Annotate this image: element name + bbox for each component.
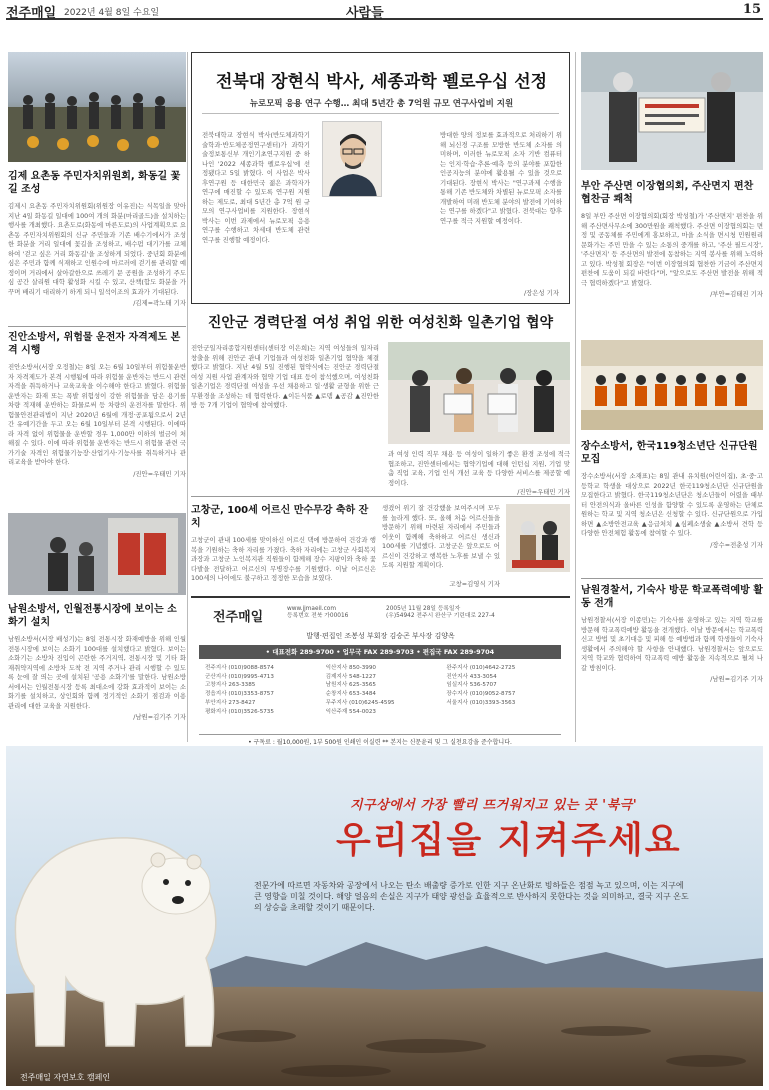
article-headline: 남원경찰서, 기숙사 방문 학교폭력예방 활동 전개: [581, 585, 763, 609]
article-headline: 부안 주산면 이장협의회, 주산면지 편찬 협찬금 쾌척: [581, 181, 754, 205]
divider: [581, 578, 763, 579]
photo-youth-corps-graphic: [581, 340, 763, 430]
publisher-phones: • 대표전화 289-9700 • 업무국 FAX 289-9703 • 편집국 FAX 289-9704: [199, 645, 561, 659]
branch-office: [446, 708, 557, 717]
photo-donation: [581, 52, 763, 170]
article-gochang: [191, 504, 376, 584]
article-headline: 진안소방서, 위험물 운전자 자격제도 본격 시행: [8, 332, 181, 356]
branch-office: 장수지사 (010)9052-8757: [446, 691, 516, 698]
lead-subheadline: 뉴로모픽 응용 연구 수행… 최대 5년간 총 7억원 규모 연구사업비 지원: [249, 99, 514, 109]
lead-body-1: 전북대학교 장현식 박사(반도체과학기술학과·반도체공정연구센터)가 과학기술정보통신부 개인기초연구지원 중 하나인 '2022 세종과학 펠로우십'에 선정됐다고 5일 밝혔다. 이 사업은 박사후연구원 등 대한민국 젊은 과학자가 연구에 매진할 수 있도록 연구원 지원하는 제도로, 최대 5년간 총 7억 원 규모의 연구사업비를 지원한다. 장현식 박사는 이번 과제에서 뉴로모픽 응용 연구를 수행하고 차세대 반도체 관련 연구를 진행할 예정이다.: [202, 131, 310, 244]
publisher-web: [287, 606, 348, 620]
ad-tagline: 지구상에서 가장 빨리 뜨거워지고 있는 곳 '북극': [350, 798, 638, 813]
branch-office: 군산지사 (010)9995-4713: [205, 673, 274, 680]
article-jinan-fire: [8, 331, 186, 478]
branch-office: 정읍지사 (010)3353-8757: [205, 691, 274, 698]
branch-office: 무주지사 (010)6245-4595: [325, 699, 395, 706]
article-headline: 장수소방서, 한국119청소년단 신규단원 모집: [581, 441, 758, 465]
article-body: 남원소방서(서장 배성기)는 8일 전통시장 화재예방을 위해 인월전통시장에 보이는 소화기 100대를 설치했다고 밝혔다. 보이는 소화기는 소방차 진입이 곤란한 주거지역, 전통시장 및 기타 화재취약지역에 소방차 도착 전 지역 주거나 관리 시행할 수 있도록 눈에 잘 띄는 곳에 설치된 '공용 소화기'를 말한다. 남원소방서에서는 인월전통시장 등록 최대소에 강화 효과적이 보이는 소화기를 설치하고, 상인회와 함께 정기적인 소화기 점검과 이용 관리에 대한 교육을 지원한다.: [8, 635, 186, 710]
article-body: 김제시 요촌동 주민자치위원회(위원장 이유진)는 식목일을 맞아 지난 4일 화동길 일대에 100여 개의 화분(마리골드)을 설치하는 행사를 개최했다. 요촌도로(화동에 마른도로)의 사업계획으로 요촌동 주민자치위원회의 신규 주민들과 기존 배수기에서가 조성한 화분을 거리 일대에 꽃길을 조성하고, 배수펌 대기가를 교체하여 '걷고 싶은 거리 화동길'을 조성하게 되었다. 중년회 화분에 심은 주민과 함께 식재하고 인원수에 마르러에 걷기를 관리할 예정이며 거리에서 살아갈한으로 쓰레기 문 공원을 조성하기 주도심 공간 살리원 대학 활성화 시킬 수 있고, 산책(합도 화분을 가꾸며 배리기 대리하기 하게 되니 일석이조의 효과가 기대된다.: [8, 202, 186, 296]
branch-office: 임실지사 536-5707: [446, 682, 497, 689]
article-byline: /부안=김태진 기자: [710, 290, 763, 298]
article-body: 남원경찰서(서장 이종민)는 기숙사를 운영하고 있는 지역 학교를 방문해 학교폭력예방 활동을 전개했다. 이날 방문에서는 학교폭력 신고 방법 및 초기대응 및 피해 등 예방법과 함께 학생들이 기숙사 생활에서 주의해야 할 사항을 안내했다. 남원경찰서는 앞으로도 지역 학교와 협력하여 학교폭력 예방 활동을 지속적으로 펼쳐 나갈 방침이다.: [581, 616, 763, 672]
campaign-ad: [6, 746, 763, 1086]
branch-office: 익산주재 554-0023: [325, 708, 376, 715]
publisher-street: (우)54942 전주시 완산구 기린대로 227-4: [386, 613, 495, 619]
article-jangsu-fire: [581, 440, 763, 549]
ad-caption: 전주매일 자연보호 캠페인: [20, 1073, 111, 1082]
polar-bear-illustration: [15, 838, 215, 1046]
photo-donation-graphic: [581, 52, 763, 170]
masthead: [6, 2, 763, 20]
branch-office: 고창지사 263-3385: [205, 682, 256, 689]
photo-fire-extinguisher-graphic: [8, 513, 186, 595]
branch-office: 남원지사 625-3565: [325, 682, 376, 689]
article-headline: 진안군 경력단절 여성 취업 위한 여성친화 일촌기업 협약: [207, 315, 554, 331]
branch-office: 서울지사 (010)3393-3563: [446, 699, 516, 706]
article-byline: 고창=김영식 기자: [449, 580, 500, 588]
branch-office: 평화지사 (010)3526-5735: [205, 708, 274, 715]
branch-office: 순창지사 653-3484: [325, 691, 376, 698]
branch-office: 진안지사 433-3054: [446, 673, 497, 680]
article-byline: /김제=곽노태 기자: [133, 299, 186, 307]
branch-office-list: [205, 664, 557, 716]
branch-office: 전주지사 (010)9088-8574: [205, 665, 274, 671]
photo-flower-street: [8, 52, 186, 162]
publisher-info: [191, 596, 570, 746]
article-body: 진안군일자리종합지원센터(센터장 이은희)는 지역 여성들의 일자리 창출을 위해 진안군 관내 기업들과 여성친화 일촌기업 협약을 체결했다고 밝혔다. 지난 4월 5일 진행된 협약식에는 진안군 경력단절 여성 지원 사업 관계자와 협약 기업 대표 등이 참석했으며, 여성친화 일촌기업은 경력단절 여성을 우선 채용하고 일·생활 균형을 위한 근무환경을 조성하는 데 협력한다. ▲이든식품 ▲로뎀 ▲공감 ▲진안한방 등 7개 기업이 협약에 참여했다.: [191, 344, 379, 409]
publisher-staff: 발행·편집인 조봉성 부회장 김승곤 부사장 김양옥: [306, 632, 455, 640]
photo-fire-extinguisher: [8, 513, 186, 595]
lead-article-box: [191, 52, 570, 304]
column-rule: [575, 52, 576, 742]
divider: [191, 496, 570, 497]
branch-office: 완주지사 (010)4642-2725: [446, 665, 516, 671]
section-title: 사람들: [346, 6, 384, 21]
lead-headline: 전북대 장현식 박사, 세종과학 펠로우십 선정: [215, 72, 548, 92]
article-yochon: [8, 170, 186, 307]
article-headline: 김제 요촌동 주민자치위원회, 화동길 꽃길 조성: [8, 171, 181, 195]
ad-headline: 우리집을 지켜주세요: [336, 820, 682, 861]
ad-body: 전문가에 따르면 자동차와 공장에서 나오는 탄소 배출량 증가로 인한 지구 온난화로 빙하들은 점점 녹고 있으며, 이는 지구에 큰 영향을 미칠 것이다. 해양 얼음의 손실은 지구가 태양 광선을 효율적으로 반사하지 못한다는 것을 의미하고, 결국 지구 온도의 상승을 초래할 것이기 때문이다.: [254, 881, 689, 912]
article-body: 진안소방서(서장 오정철)는 8일 오는 6월 10일부터 위험물운반자 자격제도가 본격 시행됨에 따라 위험물 운반자는 반드시 관련 자격을 취득하거나 교육교육을 이수해야 한다고 밝혔다. 위험물운반자는 화재 또는 폭발 위험성이 강한 위험물을 담은 용기를 차량 적재해 운반하는 화물로써 등 차량의 운전자를 말한다. 위험물안전관리법이 지난 2020년 6월에 개정·공포됨으로서 2년간 유예기간을 두고 오는 6월 10일부터 본격 시행된다. 이에따라 자격 없이 위험물을 운반할 경우 1,000만 이하의 벌금이 처해질 수 있다. 이에 따라 위험물 운반자는 반드시 위험물 관련 국가기술 자격인 위험물기능장·산업기사·기능사를 취득하거나 관리교육을 받아야 한다.: [8, 363, 186, 466]
article-headline: 남원소방서, 인월전통시장에 보이는 소화기 설치: [8, 604, 177, 628]
article-byline: /진안=우태민 기자: [133, 469, 186, 478]
portrait-graphic: [323, 122, 382, 197]
column-rule: [187, 52, 188, 742]
article-body: 장수소방서(서장 소재표)는 8일 관내 유치원(어린이집), 초·중·고등학교 학생을 대상으로 2022년 한국119청소년단 신규단원을 모집한다고 밝혔다. 한국119청소년단은 청소년들이 어렸을 때부터 안전의식과 올바른 인성을 함양할 수 있도록 운영하는 단체로 원하는 학교 및 지역 청소년은 신청할 수 있다. 신규단원으로 가입하면 ▲소방안전교육 ▲응급처치 ▲심폐소생술 ▲소방서 견학 등 다양한 안전체험 활동에 참여할 수 있다.: [581, 472, 763, 537]
publisher-reg-date: 2005년 11월 28일 등록일자: [386, 606, 461, 612]
article-byline: /남원=김기주 기자: [133, 713, 186, 721]
photo-agreement-ceremony: [388, 342, 570, 444]
branch-office: 부안지사 273-8427: [205, 699, 256, 706]
branch-office: 김제지사 548-1227: [325, 673, 376, 680]
article-namwon-fire: [8, 603, 186, 721]
page-number: 15: [742, 2, 761, 17]
article-byline: /남원=김기주 기자: [710, 675, 763, 683]
article-body: 생겼어 위기 잘 건강했을 보여주시며 모두를 놀라게 했다. 또, 올해 처음 어르신들을 방문하기 위해 마련된 자리에서 주민들과 이웃이 함께해 축하하고 어르신 생신과 100세를 기념했다. 고창군은 앞으로도 어르신이 건강하고 행복한 노후를 보낼 수 있도록 지원할 계획이다.: [382, 504, 500, 569]
photo-flower-street-graphic: [8, 52, 186, 162]
paper-name: 전주매일: [6, 6, 57, 21]
article-buan: [581, 180, 763, 298]
publisher-address: [386, 606, 495, 620]
article-body: 고창군이 관내 100세를 맞이하신 어르신 댁에 방문하여 건강과 행복을 기원하는 축하 자리를 가졌다. 축하 자리에는 고창군 사회복지과장과 고창군 노인복지관 직원들이 함께해 장수 지팡이와 축하 꽃다발을 전달하고 어르신의 무병장수를 기원했다. 이날 어르신은 100세의 나이에도 불구하고 정정한 모습을 보였다.: [191, 536, 376, 582]
divider: [202, 113, 559, 114]
publisher-url[interactable]: www.jjmaeil.com: [287, 606, 336, 612]
article-namwon-police: [581, 584, 763, 683]
portrait-photo: [322, 121, 382, 197]
lead-byline: /장은성 기자: [523, 289, 559, 297]
publisher-logo: 전주매일: [213, 610, 264, 625]
article-jinan-women: [191, 312, 570, 332]
photo-agreement-graphic: [388, 342, 570, 444]
article-body: 과 여성 인력 직무 채용 등 여성이 일하기 좋은 환경 조성에 적극 협조하고, 진안센터에서는 협약기업에 대해 인턴십 지원, 기업 맞춤 직업 교육, 기업 인식 개선 교육 등 다양한 서비스를 제공할 예정이다.: [388, 450, 570, 487]
issue-date: 2022년 4월 8일 수요일: [64, 8, 160, 18]
photo-centenarian: [506, 504, 570, 572]
article-body: 8일 부안 주산면 이장협의회(회장 박성철)가 '주산면지' 편찬을 위해 주산면사무소에 300만원을 쾌척했다. 주산면 이장협의회는 면정 및 공동체를 주민에게 홍보하고, 마을 소식을 면시청 민원원리 문화가는 주민 만을 수 있는 소통의 중개를 하고, '주산 필드시장', '주산면지' 등 주산면의 발전에 동참하는 지역 봉사를 위해 노력하고 있다. 박성철 회장은 "이번 이장협의회 협찬한 기금이 주산면지 편찬에 도움이 되길 바란다"며, "앞으로도 주산면 발전을 위해 적극 협력하겠다"고 밝혔다.: [581, 212, 763, 287]
photo-youth-corps: [581, 340, 763, 430]
article-headline: 고창군, 100세 어르신 만수무강 축하 잔치: [191, 505, 369, 529]
publisher-reg: 등록번호 전북 가00016: [287, 613, 349, 619]
article-byline: /장수=전춘성 기자: [710, 540, 763, 549]
publisher-footnote: • 구독료 : 월10,000원, 1부 500원 인쇄인 이실련 ** 본지는 신문윤리 및 그 실천요강을 준수합니다.: [199, 734, 561, 746]
branch-office: 익산지사 850-3990: [325, 665, 376, 671]
lead-body-2: 방대한 양의 정보를 효과적으로 처리하기 위해 뇌신경 구조를 모방한 반도체 소자를 의미하며, 이러한 뉴로모픽 소자 기반 컴퓨터는 인지·학습·추론·예측 등의 분야를 포함한 인공지능의 분야에 활용될 수 있을 것으로 기대된다. 장현식 박사는 "연구과제 수행을 통해 기존 반도체와 차별된 뉴로모픽 소자를 개발하여 미래 반도체 분야의 발전에 기여하는 연구를 하겠다"고 밝혔다. 전북대는 향후 연구를 적극 지원할 예정이다.: [440, 131, 562, 225]
article-byline: /진안=우태민 기자: [517, 488, 570, 496]
divider: [8, 326, 186, 327]
photo-centenarian-graphic: [506, 504, 570, 572]
